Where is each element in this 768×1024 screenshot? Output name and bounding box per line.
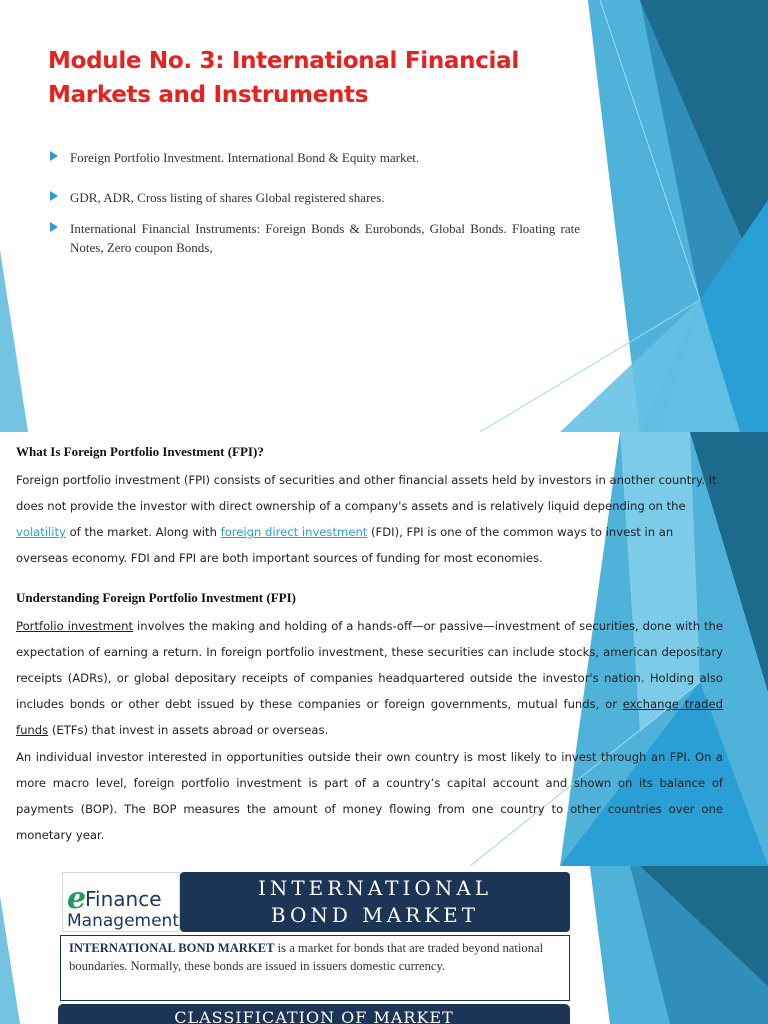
foreign-direct-investment-link[interactable]: foreign direct investment bbox=[220, 525, 368, 539]
definition-box bbox=[60, 935, 570, 1001]
paragraph-text: involves the making and holding of a hands-off—or passive—investment of securities, done with the expectation of earning a return. In foreign portfolio investment, these securities can include stocks, american depositary receipts (ADRs), or global depositary receipts of companies headquartered outside the investor's nation. Holding also includes bonds or other debt issued by these companies or foreign governments, mutual funds, or bbox=[16, 619, 723, 711]
definition-text: is a market for bonds that are traded beyond national boundaries. Normally, these bonds are issued in issuers domestic currency. bbox=[69, 941, 544, 973]
list-item bbox=[50, 148, 580, 167]
paragraph-text: (ETFs) that invest in assets abroad or overseas. bbox=[48, 723, 329, 737]
paragraph bbox=[16, 613, 723, 743]
title-line-1: Module No. 3: International Financial bbox=[48, 48, 519, 74]
left-facet bbox=[0, 896, 20, 1024]
logo-e-mark: e bbox=[67, 881, 87, 916]
definition-term: INTERNATIONAL BOND MARKET bbox=[69, 941, 275, 955]
bullet-arrow-icon bbox=[50, 222, 58, 232]
page-title bbox=[48, 44, 568, 112]
section-heading: What Is Foreign Portfolio Investment (FPI)? bbox=[16, 444, 264, 459]
title-line-2: Markets and Instruments bbox=[48, 82, 369, 108]
finance-management-logo bbox=[62, 872, 180, 932]
portfolio-investment-link[interactable]: Portfolio investment bbox=[16, 619, 134, 633]
slide-bond-market bbox=[0, 866, 768, 1024]
logo-text: Finance bbox=[85, 887, 162, 911]
slide-title bbox=[180, 872, 570, 932]
section-heading: Understanding Foreign Portfolio Investment (FPI) bbox=[16, 590, 296, 605]
paragraph-text: (FDI), FPI is one of the common ways to invest in an overseas economy. FDI and FPI are both important sources of funding for most economies. bbox=[16, 525, 674, 565]
classification-banner: CLASSIFICATION OF MARKET bbox=[58, 1004, 570, 1024]
list-item bbox=[50, 219, 580, 257]
left-facet bbox=[0, 250, 28, 432]
logo-text: Management bbox=[67, 911, 179, 931]
volatility-link[interactable]: volatility bbox=[16, 525, 66, 539]
paragraph: An individual investor interested in opportunities outside their own country is most likely to invest through an FPI. On a more macro level, foreign portfolio investment is part of a country’s capital account and shown on its balance of payments (BOP). The BOP measures the amount of money flowing from one country to other countries over one monetary year. bbox=[16, 750, 723, 842]
fpi-text-section bbox=[0, 432, 768, 866]
paragraph-text: Foreign portfolio investment (FPI) consists of securities and other financial assets held by investors in another country. It does not provide the investor with direct ownership of a company's assets and is relatively liquid depending on the bbox=[16, 473, 717, 513]
list-item-text: Foreign Portfolio Investment. International Bond & Equity market. bbox=[70, 150, 420, 165]
topic-list bbox=[50, 148, 580, 257]
exchange-traded-funds-link[interactable]: exchange traded funds bbox=[16, 697, 723, 737]
bullet-arrow-icon bbox=[50, 191, 58, 201]
list-item bbox=[50, 188, 580, 207]
slide-module-title bbox=[0, 0, 768, 432]
list-item-text: International Financial Instruments: Foreign Bonds & Eurobonds, Global Bonds. Floating rate Notes, Zero coupon Bonds, bbox=[70, 221, 580, 255]
paragraph bbox=[16, 467, 723, 571]
bullet-arrow-icon bbox=[50, 151, 58, 161]
slide-title-line-1: INTERNATIONAL bbox=[257, 876, 493, 900]
paragraph-text: of the market. Along with bbox=[65, 525, 221, 539]
list-item-text: GDR, ADR, Cross listing of shares Global registered shares. bbox=[70, 190, 385, 205]
slide-title-line-2: BOND MARKET bbox=[270, 903, 480, 927]
